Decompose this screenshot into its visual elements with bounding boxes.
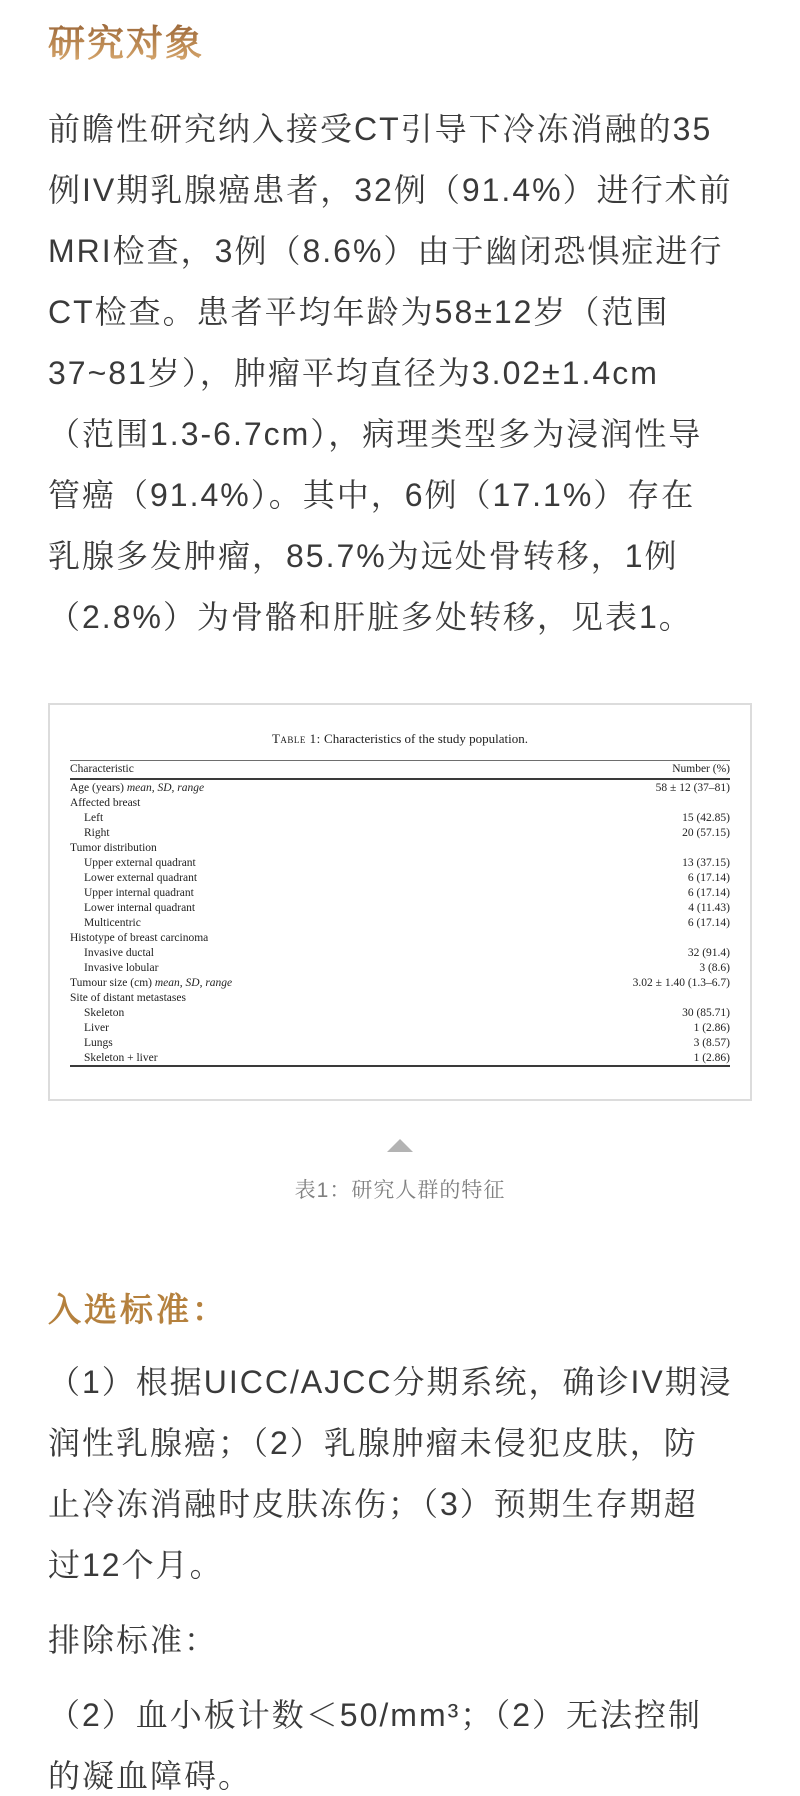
table-row (70, 825, 730, 840)
exclusion-criteria-paragraph (48, 1685, 752, 1796)
table-row (70, 1020, 730, 1035)
table-row (70, 975, 730, 990)
col-header-characteristic: Characteristic (70, 761, 482, 780)
row-value: 20 (57.15) (682, 826, 730, 839)
paragraph-line: 37~81岁），肿瘤平均直径为3.02±1.4cm (48, 355, 659, 391)
row-value: 30 (85.71) (682, 1006, 730, 1019)
table-row (70, 960, 730, 975)
row-value: 1 (2.86) (482, 1050, 730, 1066)
row-value: 6 (17.14) (687, 916, 730, 929)
row-value: 3 (8.57) (693, 1036, 730, 1049)
row-value: 32 (91.4) (687, 946, 730, 959)
paragraph-line: 过12个月。 (48, 1547, 224, 1583)
paragraph-line: 乳腺多发肿瘤，85.7%为远处骨转移，1例 (48, 538, 679, 574)
row-label: Lower external quadrant (84, 871, 198, 884)
paragraph-line: 止冷冻消融时皮肤冻伤；（3）预期生存期超 (48, 1486, 698, 1522)
study-population-table (70, 760, 730, 1067)
row-label: Liver (84, 1021, 109, 1034)
row-value (482, 990, 730, 1005)
row-label: Affected breast (70, 796, 141, 809)
table-row (70, 779, 730, 795)
row-value: 3.02 ± 1.40 (1.3–6.7) (632, 976, 730, 989)
paragraph-line: 的凝血障碍。 (48, 1758, 253, 1794)
paragraph-line: （2.8%）为骨骼和肝脏多处转移，见表1。 (48, 599, 693, 635)
row-label: Age (years) (70, 781, 127, 794)
paragraph-line: 例IV期乳腺癌患者，32例（91.4%）进行术前 (48, 172, 733, 208)
table-row (70, 900, 730, 915)
row-label: Upper internal quadrant (84, 886, 194, 899)
row-value: 13 (37.15) (682, 856, 730, 869)
table-header-row (70, 761, 730, 780)
paragraph-line: 管癌（91.4%）。其中，6例（17.1%）存在 (48, 477, 696, 513)
row-value: 6 (17.14) (687, 886, 730, 899)
table-row (70, 870, 730, 885)
table1-figure (48, 703, 752, 1101)
table1-title (70, 731, 730, 747)
table-row (70, 885, 730, 900)
table-row (70, 810, 730, 825)
study-description-paragraph (48, 99, 752, 648)
row-label: Multicentric (84, 916, 141, 929)
row-label: Lungs (84, 1036, 113, 1049)
row-value: 1 (2.86) (693, 1021, 730, 1034)
collapse-arrow-icon (387, 1139, 413, 1152)
row-label: Right (84, 826, 110, 839)
table-row (70, 990, 730, 1005)
row-label: Skeleton + liver (84, 1051, 158, 1064)
table1-title-label: Table 1: (271, 731, 321, 746)
table1-caption: 表1：研究人群的特征 (294, 1179, 506, 1202)
paragraph-line: CT检查。患者平均年龄为58±12岁（范围 (48, 294, 670, 330)
paragraph-line: （范围1.3-6.7cm），病理类型多为浸润性导 (48, 416, 703, 452)
row-label-italic: mean, SD, range (154, 976, 233, 989)
row-label: Upper external quadrant (84, 856, 196, 869)
exclusion-criteria-heading: 排除标准： (48, 1622, 219, 1658)
row-value: 58 ± 12 (37–81) (655, 781, 730, 794)
row-value: 3 (8.6) (699, 961, 730, 974)
paragraph-line: （1）根据UICC/AJCC分期系统，确诊IV期浸 (48, 1364, 733, 1400)
table-row (70, 930, 730, 945)
row-label: Tumour size (cm) (70, 976, 155, 989)
paragraph-line: 润性乳腺癌；（2）乳腺肿瘤未侵犯皮肤，防 (48, 1425, 698, 1461)
paragraph-line: MRI检查，3例（8.6%）由于幽闭恐惧症进行 (48, 233, 724, 269)
table-row (70, 1005, 730, 1020)
row-label: Lower internal quadrant (84, 901, 196, 914)
row-value: 6 (17.14) (687, 871, 730, 884)
row-value: 4 (11.43) (688, 901, 730, 914)
row-value (482, 840, 730, 855)
table-row (70, 945, 730, 960)
section-heading-study-subjects: 研究对象 (48, 24, 752, 66)
row-value (482, 795, 730, 810)
table-row (70, 915, 730, 930)
row-value: 15 (42.85) (682, 811, 730, 824)
row-label: Tumor distribution (70, 841, 157, 854)
row-label: Left (84, 811, 104, 824)
col-header-number: Number (%) (482, 761, 730, 780)
row-label: Histotype of breast carcinoma (70, 931, 209, 944)
table-row (70, 1035, 730, 1050)
row-value (482, 930, 730, 945)
table-row (70, 795, 730, 810)
paragraph-line: （2）血小板计数＜50/mm³；（2）无法控制 (48, 1697, 703, 1733)
row-label: Site of distant metastases (70, 991, 186, 1004)
table-row (70, 855, 730, 870)
inclusion-criteria-paragraph (48, 1352, 752, 1596)
row-label: Invasive ductal (84, 946, 154, 959)
row-label: Invasive lobular (84, 961, 159, 974)
table-row (70, 840, 730, 855)
table-row (70, 1050, 730, 1066)
table1-title-text: Characteristics of the study population. (320, 731, 529, 746)
row-label-italic: mean, SD, range (126, 781, 205, 794)
section-heading-inclusion-criteria: 入选标准： (48, 1291, 228, 1328)
row-label: Skeleton (84, 1006, 125, 1019)
paragraph-line: 前瞻性研究纳入接受CT引导下冷冻消融的35 (48, 111, 713, 147)
